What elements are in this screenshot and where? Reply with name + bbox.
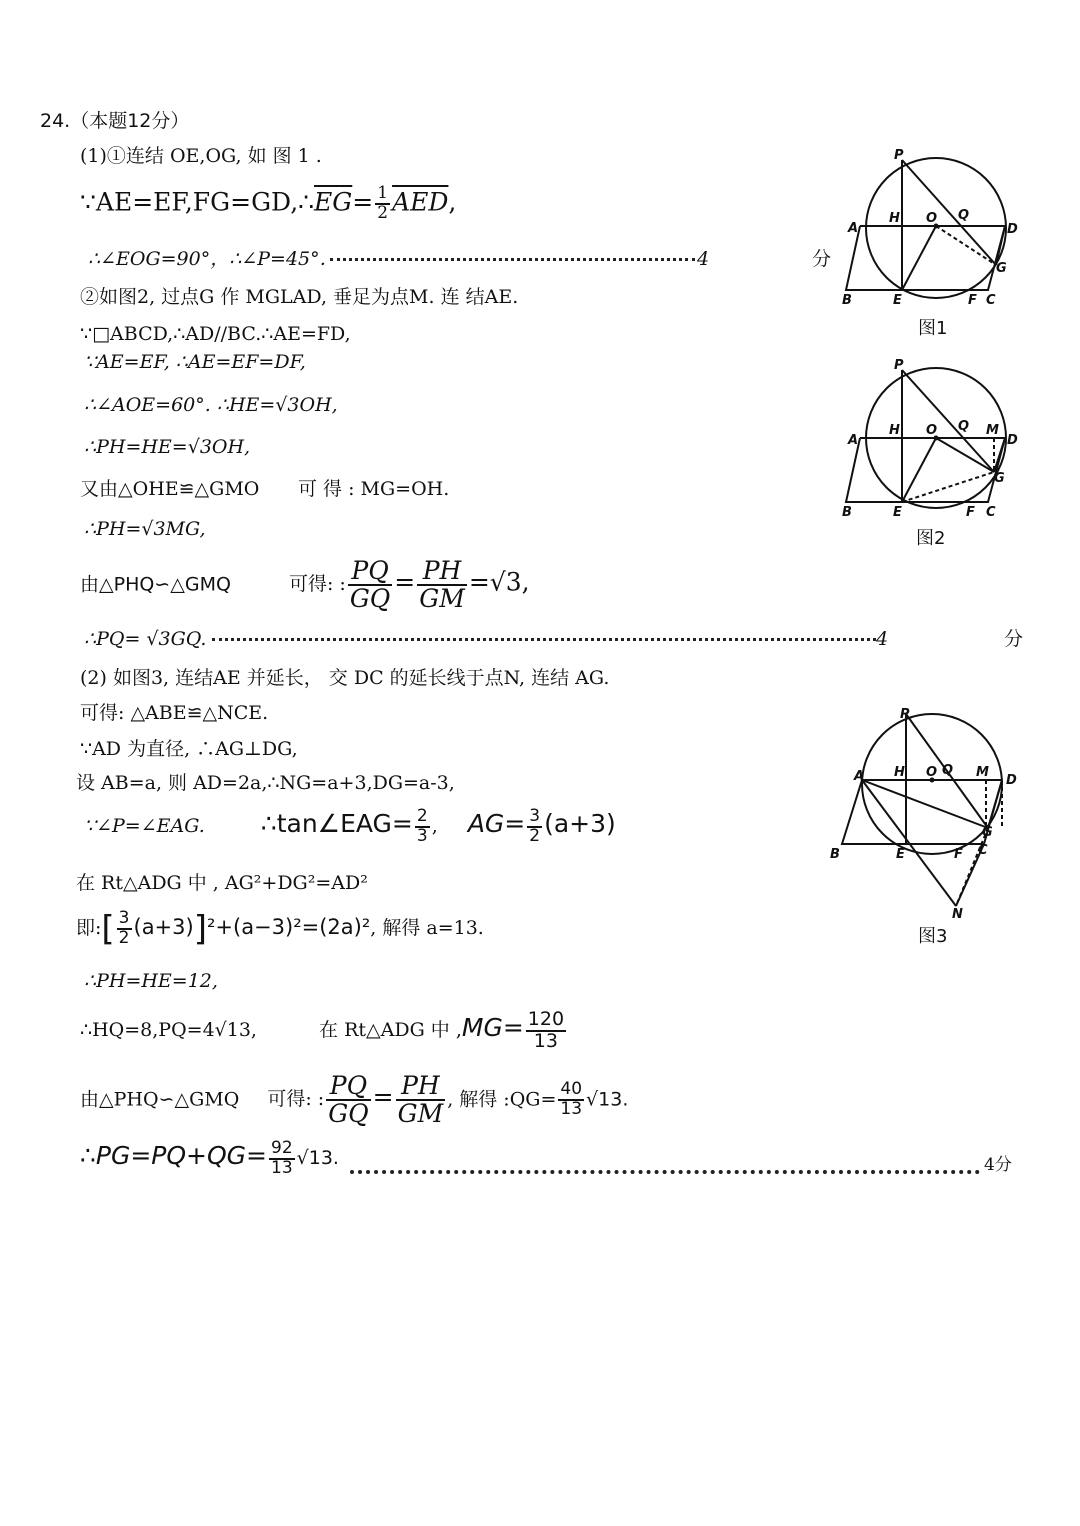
part1-line6: ∵AE=EF, ∴AE=EF=DF,: [84, 351, 306, 373]
part2-line4: 设 AB=a, 则 AD=2a,∴NG=a+3,DG=a-3,: [76, 772, 455, 794]
figure-1: [838, 148, 1028, 308]
label-m: M: [986, 423, 999, 438]
label-g: G: [996, 261, 1007, 276]
fraction-numerator: 120: [527, 1008, 565, 1030]
parallelogram-abcd: [842, 780, 1002, 844]
segment-pg: [902, 370, 994, 472]
figure-3: [826, 702, 1026, 924]
part1-line8: ∴PH=HE=√3OH,: [84, 436, 251, 458]
part1-line1: (1)①连结 OE,OG, 如 图 1 .: [80, 145, 322, 167]
label-q: Q: [958, 419, 970, 434]
fraction-40-13: [558, 1081, 584, 1119]
pythagoras-equation: ²+(a−3)²=(2a)²: [206, 914, 371, 939]
fraction-numerator: 1: [377, 183, 389, 203]
a-plus-3: (a+3): [133, 914, 194, 939]
part1-line9a: 又由△OHE≌△GMO: [80, 478, 260, 500]
label-p: P: [900, 707, 910, 722]
similar-triangles: 由△PHQ∽△GMQ: [80, 1088, 240, 1111]
figure-1-diagram: [838, 148, 1028, 308]
solve-qg: , 解得 :QG=: [447, 1088, 557, 1111]
part2-line10: [80, 1073, 628, 1128]
part2-line11: [80, 1140, 339, 1178]
equals-sign: =: [394, 567, 416, 597]
label-f: F: [968, 293, 977, 308]
fraction-numerator: 3: [529, 806, 541, 826]
fraction-numerator: 92: [271, 1138, 293, 1158]
figure-3-caption: 图3: [918, 926, 948, 947]
bracket-open: [: [101, 908, 115, 949]
label-e: E: [896, 847, 905, 862]
part1-line3: ∴∠EOG=90°，∴∠P=45°．: [88, 248, 339, 270]
bracket-close: ]: [193, 908, 207, 949]
label-a: A: [848, 433, 859, 448]
figure-2-caption: 图2: [916, 528, 946, 549]
label-d: D: [1006, 773, 1017, 788]
can-obtain: 可得: :: [267, 1088, 325, 1111]
fraction-denominator: 2: [377, 202, 389, 223]
label-e: E: [893, 505, 902, 520]
fraction-ph-gm: [396, 1073, 446, 1128]
figure-3-diagram: [826, 702, 1026, 924]
fraction-denominator: GM: [419, 584, 465, 614]
namely: 即:: [76, 916, 102, 939]
pg-sum: ∴PG=PQ+QG=: [80, 1140, 267, 1170]
part1-line7: ∴∠AOE=60°. ∴HE=√3OH,: [84, 394, 338, 416]
fraction-pq-gq: [348, 558, 392, 613]
score-value: 4: [697, 248, 710, 270]
fraction-half: [375, 185, 390, 223]
label-f: F: [954, 847, 963, 862]
mg-equals: MG=: [461, 1012, 524, 1042]
score-leader-dots: [350, 1170, 980, 1174]
fraction-ph-gm: [417, 558, 467, 613]
label-n: N: [952, 907, 963, 922]
fraction-92-13: [269, 1140, 295, 1178]
fraction-denominator: GM: [397, 1099, 444, 1129]
part1-line12: ∴PQ= √3GQ.: [84, 628, 207, 650]
score-leader-dots: [330, 258, 695, 261]
label-a: A: [848, 221, 859, 236]
part1-line10: ∴PH=√3MG,: [84, 518, 206, 540]
label-h: H: [889, 211, 900, 226]
part1-line11: [80, 558, 530, 613]
part2-line3: ∵AD 为直径, ∴AG⊥DG,: [80, 738, 298, 760]
label-p: P: [894, 358, 904, 373]
fraction-numerator: PQ: [326, 1073, 370, 1101]
hq-pq-values: ∴HQ=8,PQ=4√13,: [80, 1018, 257, 1041]
label-o: O: [926, 765, 938, 780]
label-c: C: [978, 843, 988, 858]
fraction-numerator: PQ: [348, 558, 392, 586]
final-score: 4分: [984, 1155, 1012, 1175]
equals-sign: =: [372, 1082, 394, 1112]
label-c: C: [986, 505, 996, 520]
fraction-120-13: [526, 1010, 566, 1052]
fraction-denominator: 13: [560, 1099, 583, 1120]
comma: ,: [448, 187, 457, 217]
solution-a: , 解得 a=13.: [370, 916, 484, 939]
part1-line2: [80, 185, 456, 223]
figure-2-diagram: [838, 358, 1028, 520]
angle-equality: ∵∠P=∠EAG.: [84, 814, 205, 837]
label-b: B: [830, 847, 840, 862]
label-h: H: [889, 423, 900, 438]
score-value: 4: [876, 628, 889, 650]
figure-2: [838, 358, 1028, 520]
fraction-numerator: 2: [416, 806, 428, 826]
part1-line5: ∵□ABCD,∴AD//BC.∴AE=FD,: [80, 323, 351, 345]
label-q: Q: [958, 208, 970, 223]
fraction-denominator: 13: [533, 1029, 558, 1052]
fraction-three-halves: [117, 910, 132, 948]
label-b: B: [842, 293, 852, 308]
fraction-denominator: GQ: [349, 584, 391, 614]
fraction-numerator: 40: [560, 1079, 583, 1100]
figure-1-caption: 图1: [918, 318, 948, 339]
fraction-denominator: 13: [271, 1157, 293, 1178]
score-unit: 分: [812, 248, 832, 270]
label-o: O: [926, 211, 938, 226]
label-a: A: [854, 769, 865, 784]
circle: [862, 714, 1002, 854]
in-triangle-adg: 在 Rt△ADG 中 ,: [319, 1018, 462, 1041]
fraction-denominator: 2: [118, 927, 130, 948]
label-p: P: [894, 148, 904, 163]
comma: ,: [431, 814, 438, 837]
fraction-denominator: 3: [416, 825, 428, 846]
score-leader-dots: [212, 638, 876, 641]
label-e: E: [893, 293, 902, 308]
fraction-two-thirds: [415, 808, 430, 846]
segment-og: [936, 438, 994, 472]
part2-line8: ∴PH=HE=12,: [84, 970, 218, 992]
label-q: Q: [942, 763, 954, 778]
fraction-numerator: 3: [118, 908, 130, 928]
fraction-pq-gq: [326, 1073, 370, 1128]
part2-line5: [84, 808, 616, 846]
label-d: D: [1007, 222, 1018, 237]
part1-line9b: 可 得 : MG=OH.: [298, 478, 450, 500]
root-13: √13.: [296, 1146, 339, 1169]
fraction-denominator: 2: [529, 825, 541, 846]
equals-sign: =: [352, 187, 374, 217]
part2-line9: [80, 1010, 568, 1052]
part2-line7: [76, 910, 484, 948]
label-c: C: [986, 293, 996, 308]
given-equalities: ∵AE=EF,FG=GD,∴: [80, 187, 315, 217]
score-unit: 分: [1004, 628, 1024, 650]
problem-title: 24.（本题12分）: [40, 110, 190, 132]
a-plus-3: (a+3): [544, 808, 616, 838]
part2-line2: 可得: △ABE≌△NCE.: [80, 702, 269, 724]
ag-equals: AG=: [467, 808, 526, 838]
segment-oe: [902, 226, 936, 290]
root-13: √13.: [586, 1088, 629, 1111]
equals-root3: =√3,: [468, 567, 530, 597]
can-obtain: 可得: :: [288, 573, 346, 596]
similar-triangles: 由△PHQ∽△GMQ: [80, 573, 231, 596]
fraction-numerator: PH: [396, 1073, 446, 1101]
label-f: F: [966, 505, 975, 520]
label-b: B: [842, 505, 852, 520]
part2-line1: (2) 如图3, 连结AE 并延长， 交 DC 的延长线于点N, 连结 AG.: [80, 667, 610, 689]
arc-aed: $\overline{AED}$: [392, 187, 449, 217]
label-o: O: [926, 423, 938, 438]
label-m: M: [976, 765, 989, 780]
label-g: G: [982, 825, 993, 840]
part1-line4: ②如图2, 过点G 作 MGLAD, 垂足为点M. 连 结AE.: [80, 286, 519, 308]
label-g: G: [994, 471, 1005, 486]
fraction-numerator: PH: [417, 558, 467, 586]
arc-eg: $\overline{EG}$: [314, 187, 353, 217]
fraction-three-halves: [527, 808, 542, 846]
label-d: D: [1007, 433, 1018, 448]
label-h: H: [894, 765, 905, 780]
fraction-denominator: GQ: [328, 1099, 369, 1129]
part2-line6: 在 Rt△ADG 中 , AG²+DG²=AD²: [76, 872, 368, 894]
tan-eag: ∴tan∠EAG=: [260, 808, 413, 838]
